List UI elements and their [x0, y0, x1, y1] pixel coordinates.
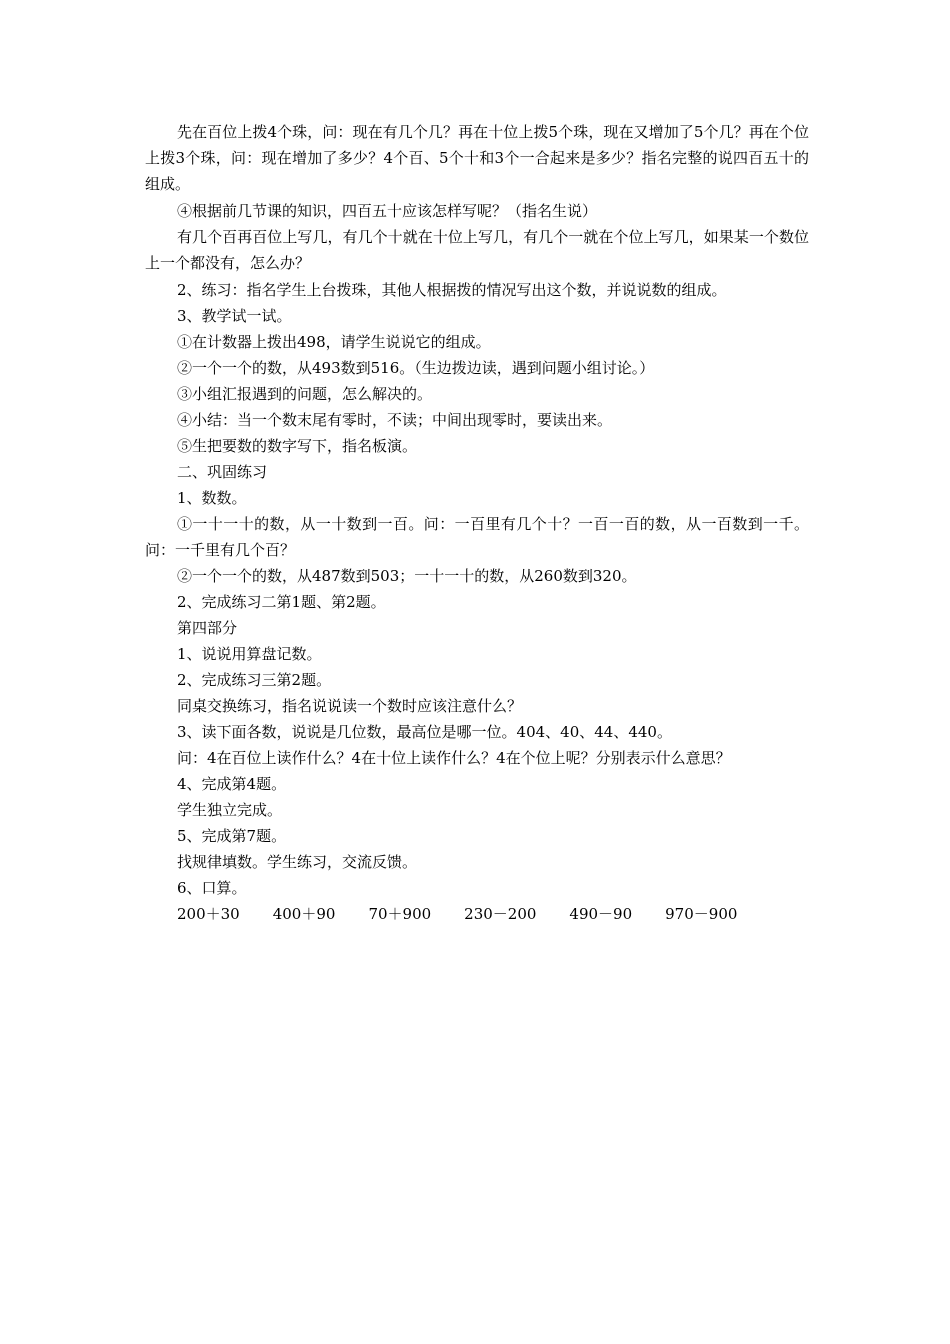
oral-math-item: 70＋900 [368, 905, 432, 923]
paragraph: 2、完成练习二第1题、第2题。 [177, 593, 386, 611]
paragraph: ②一个一个的数，从493数到516。（生边拨边读，遇到问题小组讨论。） [177, 359, 655, 377]
paragraph: ③小组汇报遇到的问题，怎么解决的。 [177, 385, 433, 403]
paragraph: 1、说说用算盘记数。 [177, 645, 322, 663]
paragraph: 有几个百再百位上写几，有几个十就在十位上写几，有几个一就在个位上写几，如果某一个数位上一个都没有，怎么办？ [145, 228, 809, 272]
paragraph: 先在百位上拨4个珠，问：现在有几个几？再在十位上拨5个珠，现在又增加了5个几？再在个位上拨3个珠，问：现在增加了多少？4个百、5个十和3个一合起来是多少？指名完整的说四百五十的组成。 [145, 123, 809, 193]
paragraph: ②一个一个的数，从487数到503；一十一十的数，从260数到320。 [177, 567, 637, 585]
paragraph: 问：4在百位上读作什么？4在十位上读作什么？4在个位上呢？分别表示什么意思？ [177, 749, 731, 767]
paragraph: 5、完成第7题。 [177, 827, 287, 845]
section-heading: 第四部分 [177, 619, 238, 637]
paragraph: 2、练习：指名学生上台拨珠，其他人根据拨的情况写出这个数，并说说数的组成。 [177, 281, 727, 299]
paragraph: ⑤生把要数的数字写下，指名板演。 [177, 437, 418, 455]
oral-math-item: 490－90 [569, 905, 633, 923]
paragraph: 学生独立完成。 [177, 801, 283, 819]
oral-math-item: 230－200 [464, 905, 537, 923]
oral-math-row [145, 901, 809, 927]
paragraph: 4、完成第4题。 [177, 775, 287, 793]
paragraph: 2、完成练习三第2题。 [177, 671, 332, 689]
paragraph: ①一十一十的数，从一十数到一百。问：一百里有几个十？一百一百的数，从一百数到一千。问：一千里有几个百？ [145, 515, 809, 559]
paragraph: 找规律填数。学生练习，交流反馈。 [177, 853, 418, 871]
paragraph: ①在计数器上拨出498，请学生说说它的组成。 [177, 333, 491, 351]
paragraph: 3、读下面各数，说说是几位数，最高位是哪一位。404、40、44、440。 [177, 723, 672, 741]
paragraph: 1、数数。 [177, 489, 247, 507]
document-body [145, 119, 809, 927]
paragraph: 3、教学试一试。 [177, 307, 292, 325]
oral-math-item: 400＋90 [272, 905, 336, 923]
paragraph: ④小结：当一个数末尾有零时，不读；中间出现零时，要读出来。 [177, 411, 613, 429]
section-heading: 二、巩固练习 [177, 463, 268, 481]
oral-math-item: 200＋30 [177, 905, 240, 923]
paragraph: ④根据前几节课的知识，四百五十应该怎样写呢？（指名生说） [177, 202, 598, 220]
paragraph: 6、口算。 [177, 879, 247, 897]
oral-math-item: 970－900 [665, 905, 738, 923]
paragraph: 同桌交换练习，指名说说读一个数时应该注意什么？ [177, 697, 523, 715]
